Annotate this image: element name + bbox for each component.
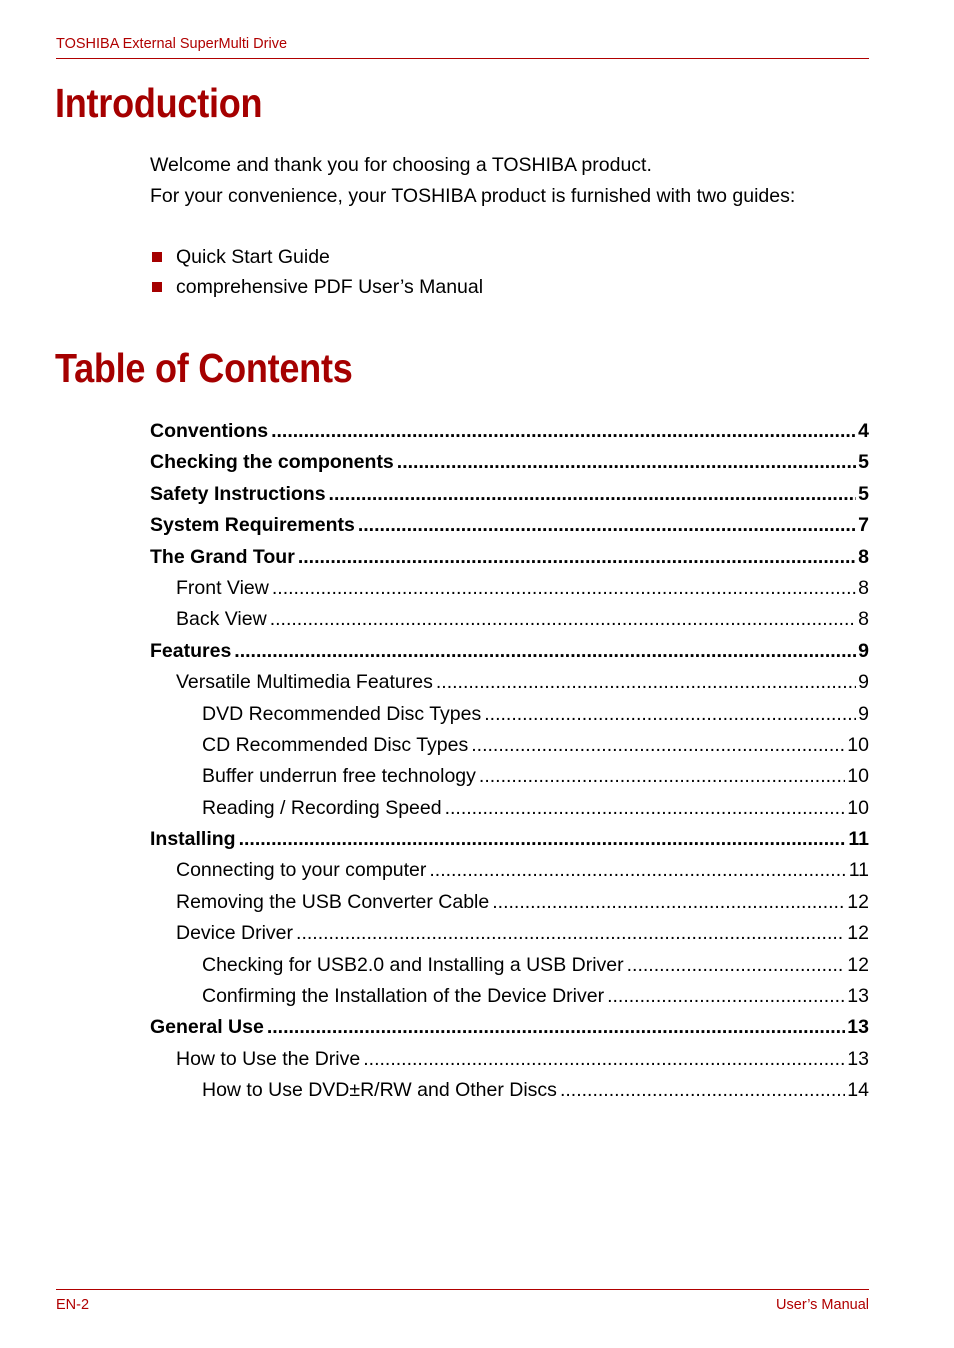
- toc-entry-title: Safety Instructions: [150, 482, 326, 505]
- square-bullet-icon: [152, 282, 162, 292]
- toc-entry-page: 13: [847, 1016, 869, 1039]
- toc-entry-page: 13: [847, 985, 869, 1008]
- toc-entry[interactable]: [150, 952, 869, 983]
- toc-entry-title: CD Recommended Disc Types: [202, 733, 469, 756]
- toc-dot-leader: [445, 795, 846, 821]
- toc-entry[interactable]: [150, 795, 869, 826]
- toc-entry-title: Checking for USB2.0 and Installing a USB Driver: [202, 953, 624, 976]
- toc-entry[interactable]: [150, 1014, 869, 1045]
- toc-entry-title: Back View: [176, 608, 267, 631]
- toc-entry-page: 8: [858, 545, 869, 568]
- toc-entry[interactable]: [150, 889, 869, 920]
- square-bullet-icon: [152, 252, 162, 262]
- toc-entry-title: Installing: [150, 828, 236, 851]
- toc-entry-page: 9: [858, 639, 869, 662]
- toc-entry[interactable]: [150, 449, 869, 480]
- toc-entry-page: 12: [847, 922, 869, 945]
- toc-entry-title: Buffer underrun free technology: [202, 765, 476, 788]
- toc-entry-title: Front View: [176, 576, 269, 599]
- toc-entry-page: 8: [858, 608, 869, 631]
- toc-entry-title: Connecting to your computer: [176, 859, 427, 882]
- toc-entry[interactable]: [150, 544, 869, 575]
- toc-entry-page: 4: [858, 420, 869, 442]
- toc-dot-leader: [479, 763, 845, 789]
- toc-list: [150, 418, 869, 1109]
- toc-entry-title: Reading / Recording Speed: [202, 796, 442, 819]
- toc-entry-page: 9: [858, 671, 869, 694]
- intro-title: Introduction: [55, 80, 263, 126]
- toc-entry[interactable]: [150, 826, 869, 857]
- toc-entry[interactable]: [150, 638, 869, 669]
- toc-entry-page: 11: [848, 828, 869, 851]
- intro-paragraph: For your convenience, your TOSHIBA product is furnished with two guides:: [150, 185, 796, 207]
- toc-entry[interactable]: [150, 418, 869, 449]
- toc-entry[interactable]: [150, 701, 869, 732]
- toc-dot-leader: [397, 449, 856, 475]
- page-number: EN-2: [56, 1297, 90, 1313]
- toc-entry-page: 10: [847, 796, 869, 819]
- toc-entry-page: 7: [858, 514, 869, 537]
- toc-entry-page: 11: [848, 859, 869, 882]
- toc-entry[interactable]: [150, 606, 869, 637]
- toc-dot-leader: [627, 952, 846, 978]
- running-header: TOSHIBA External SuperMulti Drive: [56, 36, 288, 52]
- list-item-text: Quick Start Guide: [176, 246, 330, 268]
- toc-entry-page: 14: [847, 1079, 869, 1102]
- list-item-text: comprehensive PDF User’s Manual: [176, 276, 484, 298]
- toc-entry-page: 8: [858, 576, 869, 599]
- toc-entry-page: 5: [858, 482, 869, 505]
- toc-dot-leader: [471, 732, 845, 758]
- toc-entry[interactable]: [150, 512, 869, 543]
- toc-dot-leader: [234, 638, 856, 664]
- toc-dot-leader: [272, 575, 856, 601]
- footer-manual-title: User’s Manual: [776, 1297, 869, 1313]
- toc-dot-leader: [298, 544, 856, 570]
- toc-entry-title: Confirming the Installation of the Device Driver: [202, 985, 605, 1008]
- toc-entry[interactable]: [150, 732, 869, 763]
- toc-dot-leader: [271, 418, 856, 444]
- toc-entry-title: DVD Recommended Disc Types: [202, 702, 482, 725]
- toc-entry[interactable]: [150, 920, 869, 951]
- toc-entry-title: Versatile Multimedia Features: [176, 671, 433, 694]
- toc-entry-title: Features: [150, 639, 232, 662]
- toc-dot-leader: [492, 889, 845, 915]
- footer-rule: [56, 1289, 869, 1290]
- toc-entry-page: 10: [847, 733, 869, 756]
- intro-paragraph: Welcome and thank you for choosing a TOSHIBA product.: [150, 154, 652, 176]
- toc-entry-title: Removing the USB Converter Cable: [176, 890, 490, 913]
- toc-entry-title: Checking the components: [150, 451, 394, 474]
- toc-entry[interactable]: [150, 983, 869, 1014]
- toc-entry[interactable]: [150, 1046, 869, 1077]
- toc-entry-title: Device Driver: [176, 922, 294, 945]
- toc-dot-leader: [270, 606, 856, 632]
- toc-entry-title: System Requirements: [150, 514, 355, 537]
- toc-dot-leader: [484, 701, 856, 727]
- toc-dot-leader: [429, 857, 846, 883]
- toc-entry[interactable]: [150, 575, 869, 606]
- toc-entry-page: 12: [847, 953, 869, 976]
- toc-dot-leader: [560, 1077, 845, 1103]
- toc-dot-leader: [239, 826, 847, 852]
- toc-dot-leader: [436, 669, 856, 695]
- toc-title: Table of Contents: [55, 345, 353, 391]
- toc-entry-title: How to Use DVD±R/RW and Other Discs: [202, 1079, 557, 1102]
- header-rule: [56, 58, 869, 59]
- toc-dot-leader: [363, 1046, 845, 1072]
- toc-entry-page: 12: [847, 890, 869, 913]
- toc-entry-page: 10: [847, 765, 869, 788]
- toc-entry-title: General Use: [150, 1016, 264, 1039]
- toc-entry[interactable]: [150, 669, 869, 700]
- toc-entry[interactable]: [150, 481, 869, 512]
- toc-entry[interactable]: [150, 857, 869, 888]
- toc-dot-leader: [358, 512, 856, 538]
- list-item: [150, 275, 483, 305]
- guides-list: [150, 245, 483, 305]
- toc-entry-title: How to Use the Drive: [176, 1047, 361, 1070]
- toc-entry-title: Conventions: [150, 420, 269, 442]
- toc-entry-title: The Grand Tour: [150, 545, 295, 568]
- toc-entry-page: 5: [858, 451, 869, 474]
- toc-entry-page: 13: [847, 1047, 869, 1070]
- toc-dot-leader: [607, 983, 845, 1009]
- toc-dot-leader: [267, 1014, 845, 1040]
- toc-dot-leader: [329, 481, 857, 507]
- toc-entry-page: 9: [858, 702, 869, 725]
- list-item: [150, 245, 483, 275]
- toc-dot-leader: [296, 920, 845, 946]
- toc-entry[interactable]: [150, 763, 869, 794]
- toc-entry[interactable]: [150, 1077, 869, 1108]
